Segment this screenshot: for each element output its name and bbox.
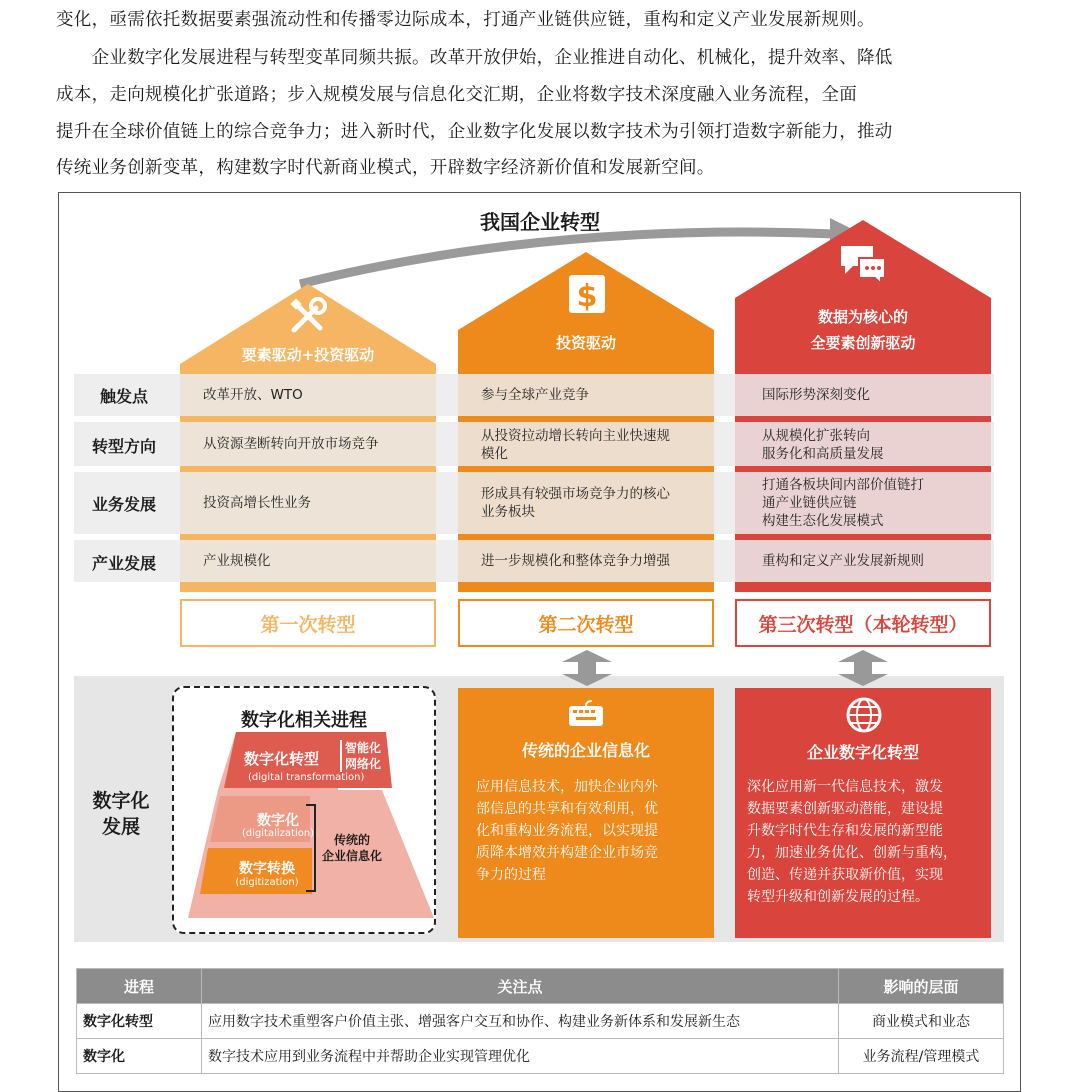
level1-side-line: 网络化 [345,757,382,771]
house-3-label-line: 全要素创新驱动 [810,334,916,352]
globe-icon [845,696,883,734]
info-box-digital [735,688,991,938]
table-row [77,1039,1004,1074]
level2-label: 数字化 [257,813,299,829]
cell: 从规模化扩张转向 服务化和高质量发展 [762,428,884,462]
bracket-label [322,832,382,864]
bracket [306,804,316,892]
intro-para-line: 企业数字化发展进程与转型变革同频共振。改革开放伊始，企业推进自动化、机械化，提升效率、降低 [56,48,893,68]
cell: 产业规模化 [203,553,271,569]
house-2-label: 投资驱动 [555,334,616,352]
digital-dev-label [84,788,158,840]
digital-dev-label-line: 数字化 [92,790,150,812]
table-cell: 业务流程/管理模式 [839,1039,1004,1074]
info-box-title: 企业数字化转型 [806,743,919,762]
cell: 形成具有较强市场竞争力的核心 业务板块 [481,486,670,520]
double-arrow-icon [832,650,894,686]
bracket-label-line: 传统的 [334,833,371,847]
table-header: 进程 [77,969,202,1004]
info-line: 争力的过程 [476,867,546,883]
info-line: 部信息的共享和有效利用，优 [476,801,658,817]
table-header: 关注点 [202,969,839,1004]
row-label: 业务发展 [91,495,156,514]
comparison-table [76,968,1004,1074]
table-header-row [77,969,1004,1004]
level1-side [340,740,381,772]
level3-label: 数字转换 [239,861,295,877]
cell: 从资源垄断转向开放市场竞争 [203,436,379,452]
level3-en: (digitization) [235,877,299,888]
cell: 国际形势深刻变化 [762,387,870,403]
info-line: 创造、传递并获取新价值，实现 [747,867,943,883]
progress-title: 数字化相关进程 [241,710,367,731]
table-row [77,1004,1004,1039]
info-line: 应用信息技术，加快企业内外 [476,779,658,795]
cell: 打通各板块间内部价值链打 通产业链供应链 构建生态化发展模式 [762,477,924,529]
transform-2: 第二次转型 [458,599,714,647]
dollar-icon [568,274,606,314]
row-label: 触发点 [99,387,148,406]
transform-1: 第一次转型 [180,599,436,647]
level1-label: 数字化转型 [244,750,320,768]
info-line: 数据要素创新驱动潜能，建设提 [747,801,943,817]
keyboard-icon [568,700,604,728]
double-arrow-icon [556,650,618,686]
intro-line-1: 变化，亟需依托数据要素强流动性和传播零边际成本，打通产业链供应链，重构和定义产业发展新规则。 [56,10,875,30]
intro-para-line: 成本，走向规模化扩张道路；步入规模发展与信息化交汇期，企业将数字技术深度融入业务流程，全面 [56,85,857,105]
info-box-body [747,776,983,908]
cell: 投资高增长性业务 [203,495,311,511]
info-box-traditional [458,688,714,938]
chat-icon [837,242,889,286]
cell: 参与全球产业竞争 [481,387,589,403]
house-1-label: 要素驱动+投资驱动 [241,346,375,364]
cell: 进一步规模化和整体竞争力增强 [481,553,670,569]
info-line: 质降本增效并构建企业市场竞 [476,845,658,861]
row-label: 转型方向 [91,437,156,456]
intro-para-line: 提升在全球价值链上的综合竞争力；进入新时代，企业数字化发展以数字技术为引领打造数字新能力，推动 [56,122,893,142]
info-box-title: 传统的企业信息化 [521,741,650,760]
info-line: 转型升级和创新发展的过程。 [747,889,929,905]
bracket-label-line: 企业信息化 [322,849,383,863]
table-cell: 数字化转型 [77,1004,202,1039]
info-line: 力，加速业务优化、创新与重构， [747,845,957,861]
diagram-title: 我国企业转型 [480,210,600,234]
level1-en: (digital transformation) [248,772,365,783]
table-header: 影响的层面 [839,969,1004,1004]
info-box-body [476,776,700,886]
house-3-label-line: 数据为核心的 [817,308,908,326]
svg-text:$: $ [576,279,598,314]
table-cell: 应用数字技术重塑客户价值主张、增强客户交互和协作、构建业务新体系和发展新生态 [202,1004,839,1039]
cell: 从投资拉动增长转向主业快速规 模化 [481,428,670,462]
table-cell: 商业模式和业态 [839,1004,1004,1039]
table-cell: 数字技术应用到业务流程中并帮助企业实现管理优化 [202,1039,839,1074]
info-line: 化和重构业务流程，以实现提 [476,823,658,839]
level1-side-line: 智能化 [345,741,382,755]
info-line: 升数字时代生存和发展的新型能 [747,823,943,839]
row-label: 产业发展 [91,554,156,573]
intro-para-line: 传统业务创新变革，构建数字时代新商业模式，开辟数字经济新价值和发展新空间。 [56,158,715,178]
digital-dev-label-line: 发展 [101,816,140,838]
transform-3: 第三次转型（本轮转型） [735,599,991,647]
cell: 改革开放、WTO [203,387,303,403]
info-line: 深化应用新一代信息技术，激发 [747,779,943,795]
level2-en: (digitalization) [241,828,315,839]
cell: 重构和定义产业发展新规则 [762,553,924,569]
tools-icon [288,296,328,336]
table-cell: 数字化 [77,1039,202,1074]
